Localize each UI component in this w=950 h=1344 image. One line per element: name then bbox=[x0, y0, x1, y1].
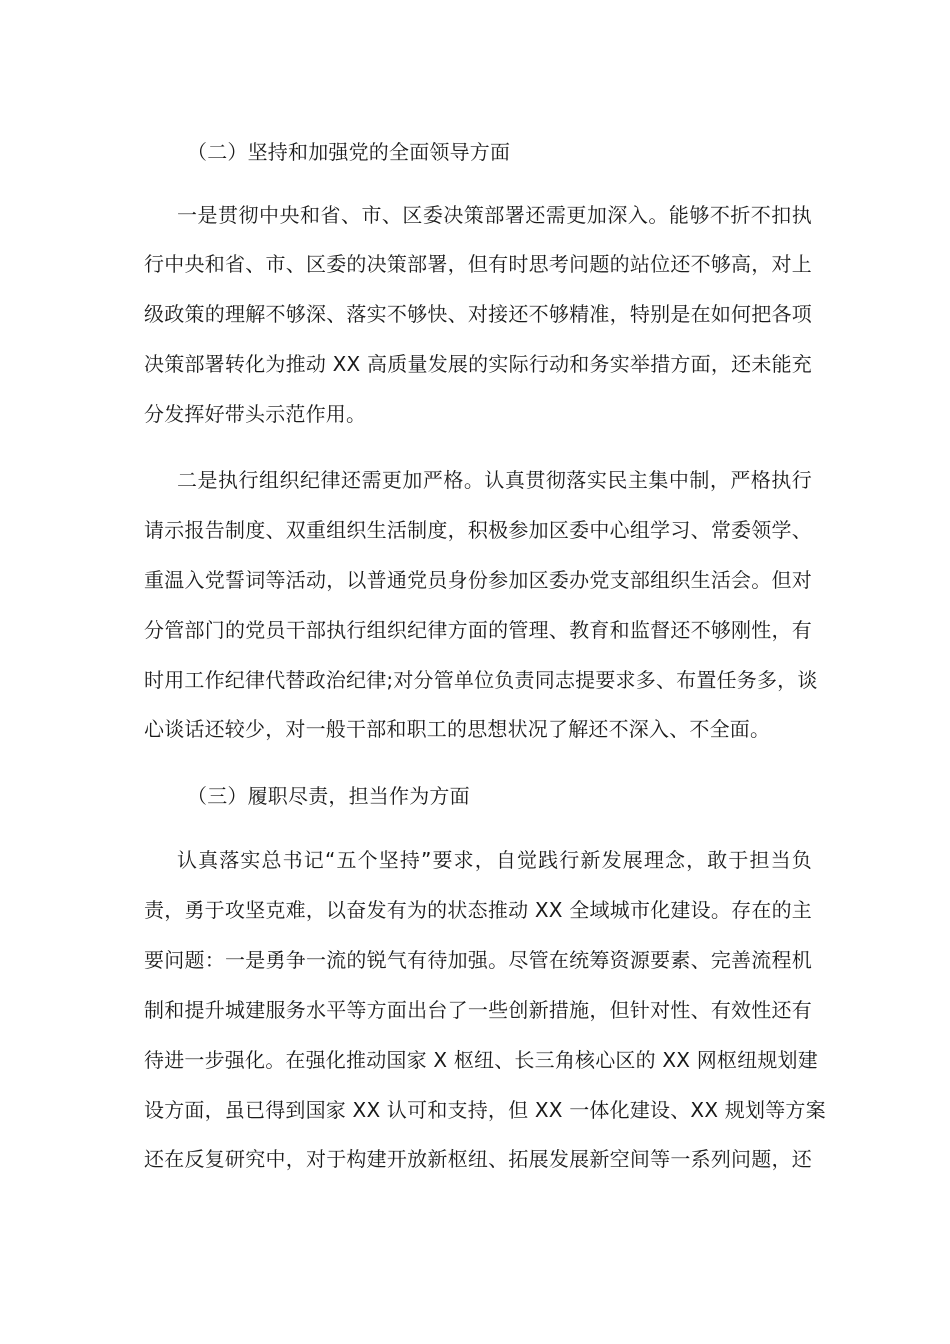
paragraph-3-line-2: 责，勇于攻坚克难，以奋发有为的状态推动 XX 全域城市化建设。存在的主 bbox=[144, 898, 812, 922]
paragraph-3-line-5: 待进一步强化。在强化推动国家 X 枢纽、长三角核心区的 XX 网枢纽规划建 bbox=[144, 1048, 818, 1072]
paragraph-1-line-3: 级政策的理解不够深、落实不够快、对接还不够精准，特别是在如何把各项 bbox=[144, 302, 812, 326]
paragraph-1-line-1: 一是贯彻中央和省、市、区委决策部署还需更加深入。能够不折不扣执 bbox=[177, 203, 812, 227]
paragraph-2-line-2: 请示报告制度、双重组织生活制度，积极参加区委中心组学习、常委领学、 bbox=[144, 518, 812, 542]
paragraph-3-line-4: 制和提升城建服务水平等方面出台了一些创新措施，但针对性、有效性还有 bbox=[144, 998, 812, 1022]
section-heading-2: （二）坚持和加强党的全面领导方面 bbox=[187, 140, 511, 164]
paragraph-2-line-6: 心谈话还较少，对一般干部和职工的思想状况了解还不深入、不全面。 bbox=[144, 717, 771, 741]
paragraph-2-line-4: 分管部门的党员干部执行组织纪律方面的管理、教育和监督还不够刚性，有 bbox=[144, 618, 812, 642]
paragraph-3-line-6: 设方面，虽已得到国家 XX 认可和支持，但 XX 一体化建设、XX 规划等方案 bbox=[144, 1098, 826, 1122]
paragraph-2-line-3: 重温入党誓词等活动，以普通党员身份参加区委办党支部组织生活会。但对 bbox=[144, 568, 812, 592]
paragraph-2-line-5: 时用工作纪律代替政治纪律;对分管单位负责同志提要求多、布置任务多，谈 bbox=[144, 668, 818, 692]
section-heading-3: （三）履职尽责，担当作为方面 bbox=[187, 784, 470, 808]
paragraph-1-line-2: 行中央和省、市、区委的决策部署，但有时思考问题的站位还不够高，对上 bbox=[144, 252, 812, 276]
paragraph-3-line-7: 还在反复研究中，对于构建开放新枢纽、拓展发展新空间等一系列问题，还 bbox=[144, 1147, 812, 1171]
paragraph-2-line-1: 二是执行组织纪律还需更加严格。认真贯彻落实民主集中制，严格执行 bbox=[177, 468, 812, 492]
paragraph-3-line-3: 要问题：一是勇争一流的锐气有待加强。尽管在统筹资源要素、完善流程机 bbox=[144, 948, 812, 972]
paragraph-1-line-5: 分发挥好带头示范作用。 bbox=[144, 402, 367, 426]
paragraph-1-line-4: 决策部署转化为推动 XX 高质量发展的实际行动和务实举措方面，还未能充 bbox=[144, 352, 812, 376]
paragraph-3-line-1: 认真落实总书记“五个坚持”要求，自觉践行新发展理念，敢于担当负 bbox=[177, 848, 812, 872]
